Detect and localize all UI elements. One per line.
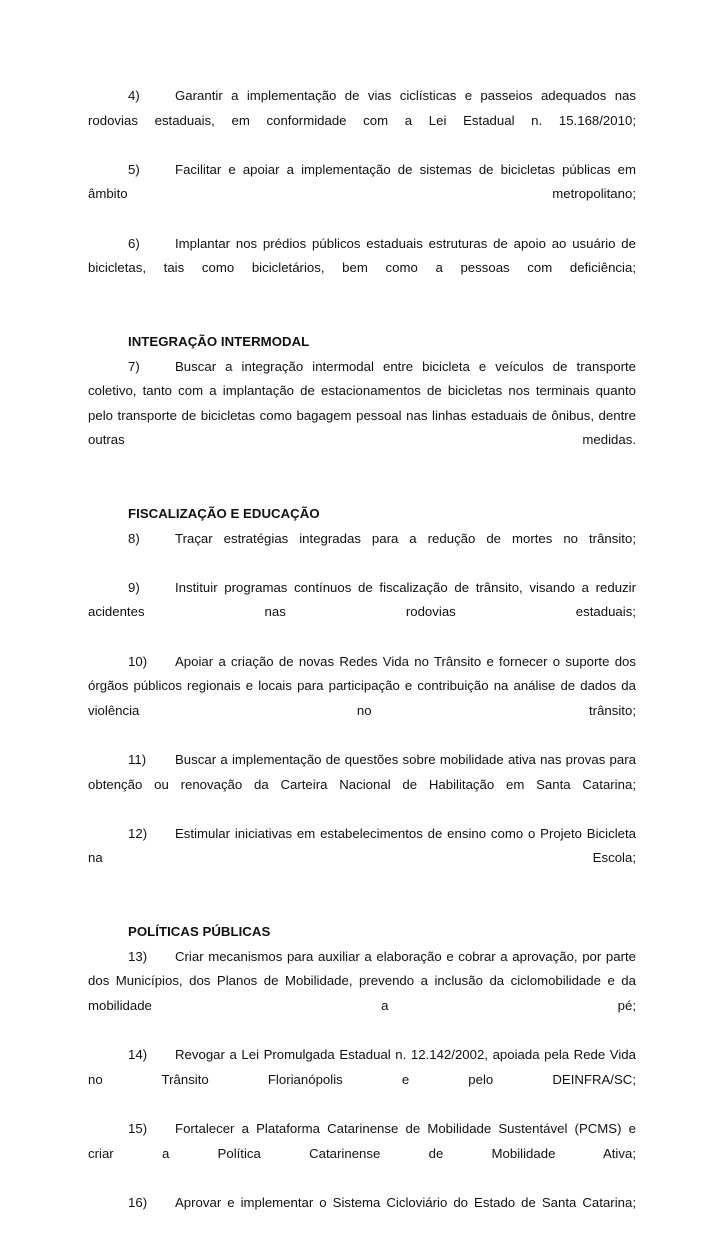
item-text: Buscar a implementação de questões sobre mobilidade ativa nas provas para obtenção ou renovação da Carteira Nacional de Habilitação em Santa Catarina; <box>88 752 636 792</box>
numbered-item <box>88 355 636 478</box>
item-text: Estimular iniciativas em estabelecimentos de ensino como o Projeto Bicicleta na Escola; <box>88 825 636 866</box>
item-number: 10) <box>128 653 148 669</box>
item-number: 11) <box>128 752 147 768</box>
item-number: 14) <box>128 1047 148 1063</box>
item-text: Instituir programas contínuos de fiscalização de trânsito, visando a reduzir acidentes nas rodovias estaduais; <box>88 579 636 620</box>
item-text: Criar mecanismos para auxiliar a elaboração e cobrar a aprovação, por parte dos Municípios, dos Planos de Mobilidade, prevendo a inclusão da ciclomobilidade e da mobilidade a pé; <box>88 948 636 1013</box>
section-spacer <box>88 896 636 921</box>
numbered-item <box>88 158 636 232</box>
numbered-item <box>88 576 636 650</box>
item-number: 8) <box>128 530 140 546</box>
item-number: 9) <box>128 579 140 595</box>
numbered-item <box>88 945 636 1043</box>
item-number: 16) <box>128 1194 148 1210</box>
item-text: Aprovar e implementar o Sistema Cicloviário do Estado de Santa Catarina; <box>175 1194 636 1210</box>
section-spacer <box>88 478 636 503</box>
item-text: Fortalecer a Plataforma Catarinense de Mobilidade Sustentável (PCMS) e criar a Política Catarinense de Mobilidade Ativa; <box>88 1120 636 1161</box>
item-text: Buscar a integração intermodal entre bicicleta e veículos de transporte coletivo, tanto com a implantação de estacionamentos de bicicletas nos terminais quanto pelo transporte de bicicletas como bagagem pessoal nas linhas estaduais de ônibus, dentre outras medidas. <box>88 358 636 448</box>
item-text: Traçar estratégias integradas para a redução de mortes no trânsito; <box>175 530 636 546</box>
numbered-item <box>88 1043 636 1117</box>
item-text: Revogar a Lei Promulgada Estadual n. 12.142/2002, apoiada pela Rede Vida no Trânsito Florianópolis e pelo DEINFRA/SC; <box>88 1047 636 1087</box>
item-number: 13) <box>128 948 148 964</box>
item-text: Apoiar a criação de novas Redes Vida no Trânsito e fornecer o suporte dos órgãos públicos regionais e locais para participação e contribuição na análise de dados da violência no trânsito; <box>88 653 636 718</box>
section-heading: POLÍTICAS PÚBLICAS <box>128 924 271 940</box>
numbered-item <box>88 748 636 822</box>
section-heading: INTEGRAÇÃO INTERMODAL <box>128 333 310 349</box>
numbered-item <box>88 822 636 896</box>
section-spacer <box>88 305 636 330</box>
document-body <box>88 84 636 1240</box>
numbered-item <box>88 232 636 306</box>
item-text: Garantir a implementação de vias ciclísticas e passeios adequados nas rodovias estaduais, em conformidade com a Lei Estadual n. 15.168/2010; <box>88 88 636 128</box>
item-text: Implantar nos prédios públicos estaduais estruturas de apoio ao usuário de bicicletas, tais como bicicletários, bem como a pessoas com deficiência; <box>88 235 636 276</box>
item-number: 15) <box>128 1120 148 1136</box>
numbered-item <box>88 84 636 158</box>
item-number: 6) <box>128 235 140 251</box>
numbered-item <box>88 1117 636 1191</box>
item-number: 12) <box>128 825 148 841</box>
numbered-item <box>88 527 636 576</box>
section-heading: FISCALIZAÇÃO E EDUCAÇÃO <box>128 506 320 522</box>
item-number: 4) <box>128 88 140 103</box>
numbered-item <box>88 650 636 748</box>
item-number: 7) <box>128 358 140 374</box>
item-number: 5) <box>128 161 140 177</box>
item-text: Facilitar e apoiar a implementação de sistemas de bicicletas públicas em âmbito metropolitano; <box>88 161 636 202</box>
numbered-item <box>88 1191 636 1240</box>
